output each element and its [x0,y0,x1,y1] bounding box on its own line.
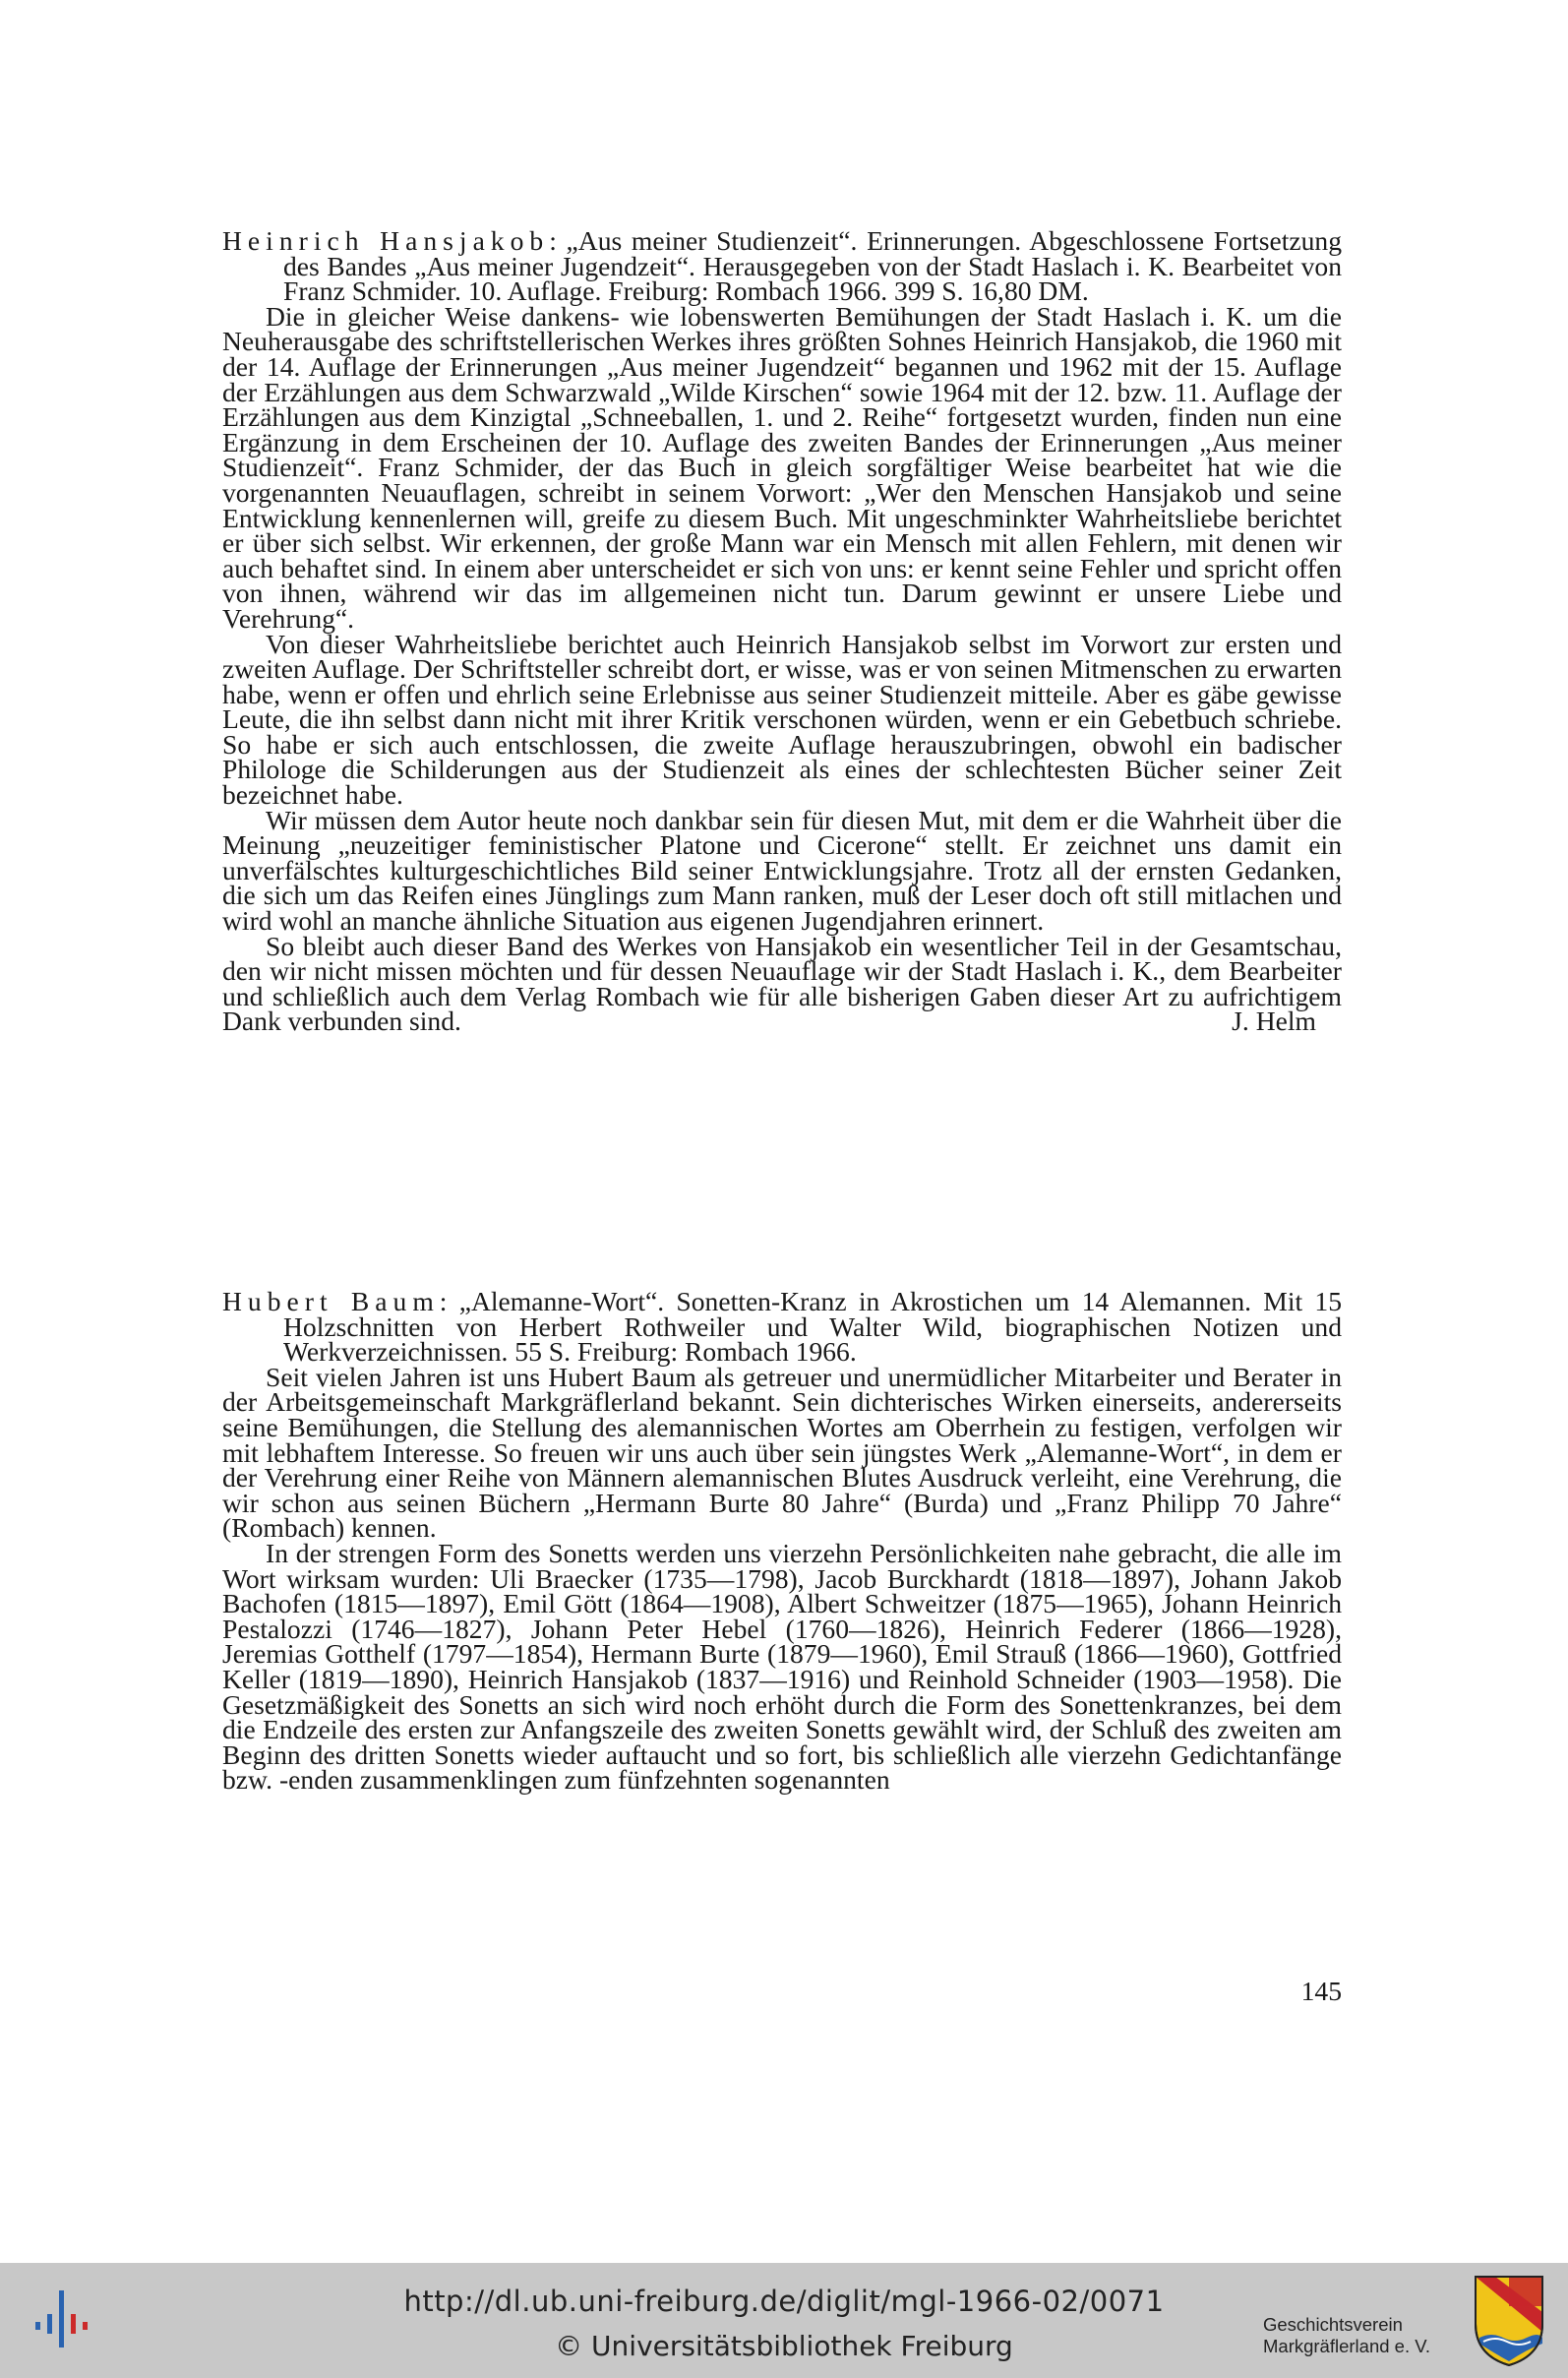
source-link[interactable]: http://dl.ub.uni-freiburg.de/diglit/mgl-1966-02/0071 [403,2285,1165,2318]
bibliographic-entry [222,1286,1342,1368]
review-baum [222,1286,1342,1796]
review-paragraph-text: So bleibt auch dieser Band des Werkes von Hansjakob ein wesentlicher Teil in der Gesamtschau, den wir nicht missen möchten und für dessen Neuauflage wir der Stadt Haslach i. K., dem Bearbeiter und schließlich auch dem Verlag Rombach wie für alle bisherigen Gaben dieser Art zu aufrichtigem Dank verbunden sind. [222,930,1342,1037]
bibliographic-entry [222,225,1342,307]
review-paragraph: Wir müssen dem Autor heute noch dankbar sein für diesen Mut, mit dem er die Wahrheit über die Meinung „neuzeitiger feministischer Platone und Cicerone“ stellt. Er zeichnet uns damit ein unverfälschtes kulturgeschichtliches Bild seiner Entwicklungsjahre. Trotz all der ernsten Gedanken, die sich um das Reifen eines Jünglings zum Mann ranken, muß der Leser doch oft still mitlachen und wird wohl an manche ähnliche Situation aus eigenen Jugendjahren erinnert. [222,804,1342,937]
review-paragraph: Von dieser Wahrheitsliebe berichtet auch Heinrich Hansjakob selbst im Vorwort zur ersten und zweiten Auflage. Der Schriftsteller schreibt dort, er wisse, was er von seinen Mitmenschen zu erwarten habe, wenn er offen und ehrlich seine Erlebnisse aus seiner Studienzeit mitteile. Aber es gäbe gewisse Leute, die ihn selbst dann nicht mit ihrer Kritik verschonen würden, wenn er ein Gebetbuch schriebe. So habe er sich auch entschlossen, die zweite Auflage herauszubringen, obwohl ein badischer Philologe die Schilderungen aus der Studienzeit als eines der schlechtesten Bücher seiner Zeit bezeichnet habe. [222,628,1342,811]
review-paragraph: Seit vielen Jahren ist uns Hubert Baum als getreuer und unermüdlicher Mitarbeiter und Berater in der Arbeitsgemeinschaft Markgräflerland bekannt. Sein dichterisches Wirken einerseits, andererseits seine Bemühungen, die Stellung des alemannischen Wortes am Oberrhein zu festigen, verfolgen wir mit lebhaftem Interesse. So freuen wir uns auch über sein jüngstes Werk „Alemanne-Wort“, in dem er der Verehrung einer Reihe von Männern alemannischen Blutes Ausdruck verleiht, eine Verehrung, die wir schon aus seinen Büchern „Hermann Burte 80 Jahre“ (Burda) und „Franz Philipp 70 Jahre“ (Rombach) kennen. [222,1361,1342,1544]
coat-of-arms-icon [1472,2273,1546,2367]
society-name [1263,2314,1430,2357]
copyright-notice: © Universitätsbibliothek Freiburg [555,2330,1013,2362]
review-paragraph: Die in gleicher Weise dankens- wie lobenswerten Bemühungen der Stadt Haslach i. K. um die Neuherausgabe des schriftstellerischen Werkes ihres größten Sohnes Heinrich Hansjakob, die 1960 mit der 14. Auflage der Erinnerungen „Aus meiner Jugendzeit“ begannen und 1962 mit der 15. Auflage der Erzählungen aus dem Schwarzwald „Wilde Kirschen“ sowie 1964 mit der 12. bzw. 11. Auflage der Erzählungen aus dem Kinzigtal „Schneeballen, 1. und 2. Reihe“ fortgesetzt wurden, finden nun eine Ergänzung in dem Erscheinen der 10. Auflage des zweiten Bandes der Erinnerungen „Aus meiner Studienzeit“. Franz Schmider, der das Buch in gleich sorgfältiger Weise bearbeitet hat wie die vorgenannten Neuauflagen, schreibt in seinem Vorwort: „Wer den Menschen Hansjakob und seine Entwicklung kennenlernen will, greife zu diesem Buch. Mit ungeschminkter Wahrheitsliebe berichtet er über sich selbst. Wir erkennen, der große Mann war ein Mensch mit allen Fehlern, mit denen wir auch behaftet sind. In einem aber unterscheidet er sich von uns: er kennt seine Fehler und spricht offen von ihnen, während wir das im allgemeinen nicht tun. Darum gewinnt er unsere Liebe und Verehrung“. [222,300,1342,634]
review-paragraph: In der strengen Form des Sonetts werden uns vierzehn Persönlichkeiten nahe gebracht, die alle im Wort wirksam wurden: Uli Braecker (1735—1798), Jacob Burckhardt (1818—1897), Johann Jakob Bachofen (1815—1897), Emil Gött (1864—1908), Albert Schweitzer (1875—1965), Johann Heinrich Pestalozzi (1746—1827), Johann Peter Hebel (1760—1826), Heinrich Federer (1866—1928), Jeremias Gotthelf (1797—1854), Hermann Burte (1879—1960), Emil Strauß (1866—1960), Gottfried Keller (1819—1890), Heinrich Hansjakob (1837—1916) und Reinhold Schneider (1903—1958). Die Gesetzmäßigkeit des Sonetts an sich wird noch erhöht durch die Form des Sonettenkranzes, bei dem die Endzeile des ersten zur Anfangszeile des zweiten Sonetts gewählt wird, der Schluß des zweiten am Beginn des dritten Sonetts wieder auftaucht und so fort, bis schließlich alle vierzehn Gedichtanfänge bzw. -enden zusammenklingen zum fünfzehnten sogenannten [222,1537,1342,1796]
review-author: Hubert Baum [222,1286,440,1316]
footer-bar [0,2263,1568,2378]
reviewer-signature: J. Helm [1232,1006,1316,1037]
page-number: 145 [1300,1976,1342,2006]
society-name-line1: Geschichtsverein [1263,2314,1403,2335]
review-hansjakob [222,225,1342,1037]
society-name-line2: Markgräflerland e. V. [1263,2336,1431,2356]
entry-details: : „Alemanne-Wort“. Sonetten-Kranz in Akrostichen um 14 Alemannen. Mit 15 Holzschnitten von Herbert Rothweiler und Walter Wild, biographischen Notizen und Werkverzeichnissen. 55 S. Freiburg: Rombach 1966. [283,1286,1342,1368]
review-author: Heinrich Hansjakob [222,225,550,256]
source-url[interactable] [0,2285,1568,2318]
review-paragraph-final [222,930,1342,1037]
entry-details: : „Aus meiner Studienzeit“. Erinnerungen. Abgeschlossene Fortsetzung des Bandes „Aus meiner Jugendzeit“. Herausgegeben von der Stadt Haslach i. K. Bearbeitet von Franz Schmider. 10. Auflage. Freiburg: Rombach 1966. 399 S. 16,80 DM. [283,225,1342,307]
